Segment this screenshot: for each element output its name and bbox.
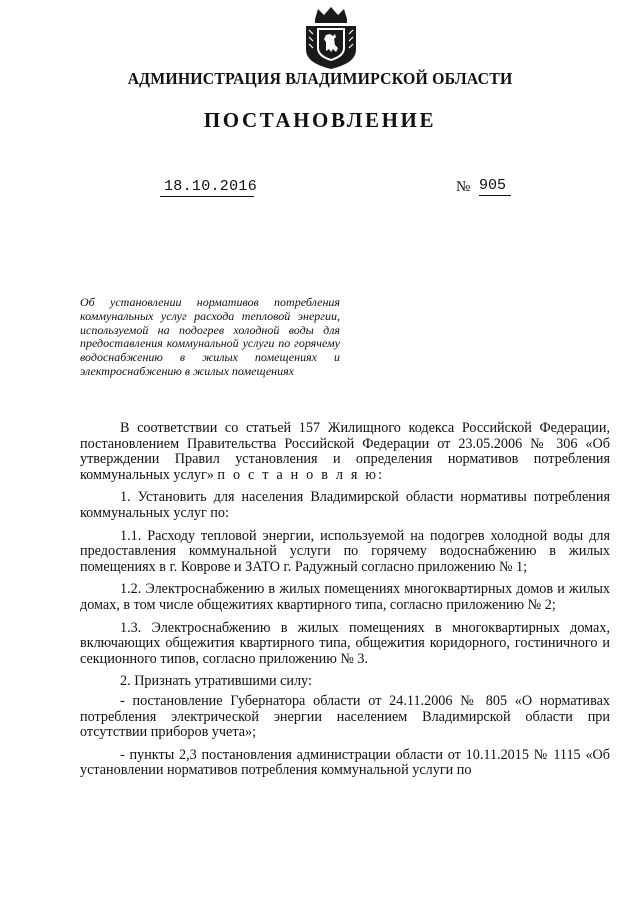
item-1-1: 1.1. Расходу тепловой энергии, используемой на подогрев холодной воды для предоставления коммунальной услуги по горячему водоснабжению в жилых помещениях в г. Коврове и ЗАТО г. Радужный согласно приложению № 1; <box>80 527 610 575</box>
coat-of-arms-icon <box>302 6 360 70</box>
item-1-3: 1.3. Электроснабжению в жилых помещениях в многоквартирных домах, включающих общежития квартирного типа, общежития коридорного, гостиничного и секционного типов, согласно приложению № 3. <box>80 619 610 667</box>
document-subject: Об установлении нормативов потребления коммунальных услуг расхода тепловой энергии, используемой на подогрев холодной воды для предоставления коммунальной услуги по горячему водоснабжению в жилых помещениях и электроснабжению в жилых помещениях <box>80 295 340 378</box>
document-date: 18.10.2016 <box>160 178 254 197</box>
item-2: 2. Признать утратившими силу: <box>120 673 312 690</box>
organization-title: АДМИНИСТРАЦИЯ ВЛАДИМИРСКОЙ ОБЛАСТИ <box>127 69 513 88</box>
number-sign: № <box>456 179 471 195</box>
preamble-paragraph <box>80 421 610 483</box>
preamble-text: В соответствии со статьей 157 Жилищного кодекса Российской Федерации, постановлением Правительства Российской Федерации от 23.05.2006 № 306 «Об утверждении Правил установления и определения нормативов потребления коммунальных услуг» <box>80 420 610 483</box>
document-body <box>80 421 610 786</box>
document-number: 905 <box>479 177 511 196</box>
resolve-word: п о с т а н о в л я ю: <box>217 466 385 483</box>
item-1: 1. Установить для населения Владимирской области нормативы потребления коммунальных услуг по: <box>80 489 610 521</box>
item-1-2: 1.2. Электроснабжению в жилых помещениях многоквартирных домов и жилых домах, в том числе общежитиях квартирного типа, согласно приложению № 2; <box>80 581 610 613</box>
item-2-a: - постановление Губернатора области от 24.11.2006 № 805 «О нормативах потребления электрической энергии населением Владимирской области при отсутствии приборов учета»; <box>80 692 610 741</box>
item-2-b: - пункты 2,3 постановления администрации области от 10.11.2015 № 1115 «Об установлении нормативов потребления коммунальной услуги по <box>80 746 610 779</box>
document-type-title: ПОСТАНОВЛЕНИЕ <box>203 108 437 132</box>
